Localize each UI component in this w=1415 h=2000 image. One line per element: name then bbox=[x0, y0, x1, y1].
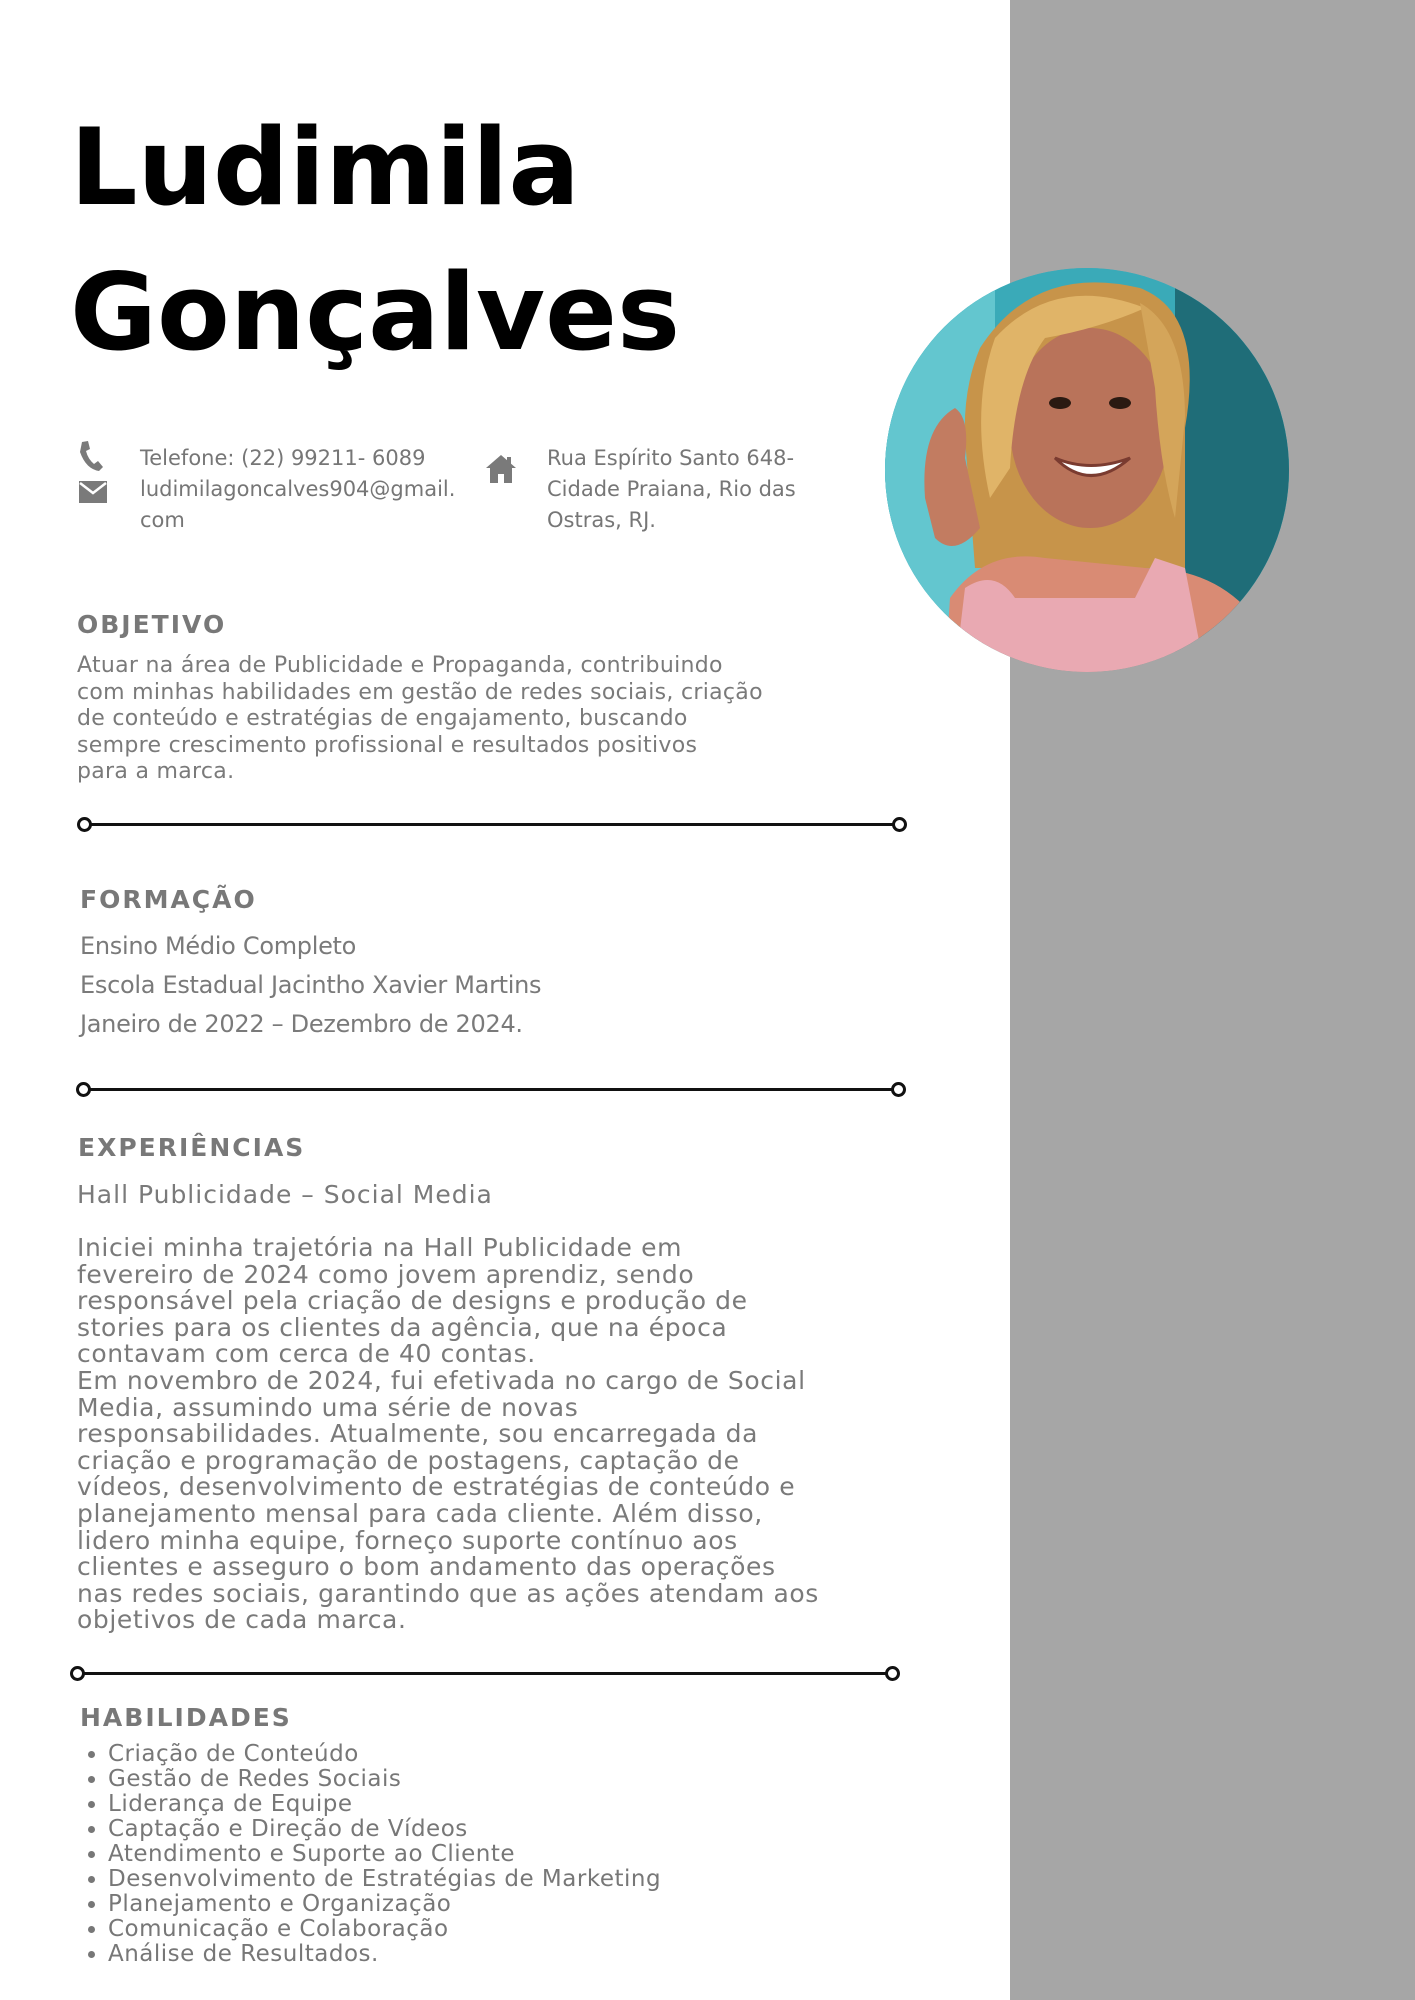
experiencia-line: Media, assumindo uma série de novas bbox=[77, 1392, 579, 1422]
skill-item: • Liderança de Equipe bbox=[108, 1792, 661, 1817]
address-line1: Rua Espírito Santo 648- bbox=[547, 446, 795, 470]
objetivo-line: sempre crescimento profissional e resultados positivos bbox=[77, 732, 698, 758]
phone-icon bbox=[78, 440, 104, 472]
job-title: Hall Publicidade – Social Media bbox=[77, 1180, 493, 1209]
skill-item: • Criação de Conteúdo bbox=[108, 1742, 661, 1767]
address-line3: Ostras, RJ. bbox=[547, 508, 656, 532]
formacao-text bbox=[80, 927, 541, 1044]
experiencia-line: responsável pela criação de designs e produção de bbox=[77, 1286, 748, 1316]
objetivo-text bbox=[77, 653, 763, 786]
experiencia-line: criação e programação de postagens, captação de bbox=[77, 1445, 740, 1475]
experiencia-line: nas redes sociais, garantindo que as ações atendam aos bbox=[77, 1578, 819, 1608]
profile-photo-illustration bbox=[885, 268, 1289, 672]
home-icon bbox=[485, 453, 517, 485]
experiencias-text bbox=[77, 1235, 819, 1634]
skill-item: • Planejamento e Organização bbox=[108, 1892, 661, 1917]
email-icon bbox=[79, 481, 107, 503]
objetivo-line: para a marca. bbox=[77, 759, 235, 785]
phone-text: Telefone: (22) 99211- 6089 bbox=[140, 446, 426, 470]
experiencias-heading: EXPERIÊNCIAS bbox=[78, 1133, 306, 1162]
address-line2: Cidade Praiana, Rio das bbox=[547, 477, 796, 501]
objetivo-line: de conteúdo e estratégias de engajamento, buscando bbox=[77, 706, 688, 732]
experiencia-line: vídeos, desenvolvimento de estratégias de conteúdo e bbox=[77, 1472, 796, 1502]
formacao-line: Ensino Médio Completo bbox=[80, 932, 357, 960]
experiencia-line: responsabilidades. Atualmente, sou encarregada da bbox=[77, 1419, 759, 1449]
formacao-line: Janeiro de 2022 – Dezembro de 2024. bbox=[80, 1010, 523, 1038]
last-name: Gonçalves bbox=[70, 251, 681, 374]
skill-item: • Comunicação e Colaboração bbox=[108, 1917, 661, 1942]
email-text-line1: ludimilagoncalves904@gmail. bbox=[140, 477, 456, 501]
experiencia-line: lidero minha equipe, forneço suporte contínuo aos bbox=[77, 1525, 738, 1555]
skills-list bbox=[80, 1742, 661, 1967]
skill-item: • Gestão de Redes Sociais bbox=[108, 1767, 661, 1792]
section-divider bbox=[70, 1665, 900, 1681]
objetivo-line: com minhas habilidades em gestão de redes sociais, criação bbox=[77, 679, 763, 705]
skill-item: • Atendimento e Suporte ao Cliente bbox=[108, 1842, 661, 1867]
address bbox=[547, 443, 796, 536]
section-divider bbox=[76, 1081, 906, 1097]
formacao-heading: FORMAÇÃO bbox=[80, 885, 257, 914]
experiencia-line: Em novembro de 2024, fui efetivada no cargo de Social bbox=[77, 1365, 806, 1395]
profile-photo bbox=[885, 268, 1289, 672]
objetivo-heading: OBJETIVO bbox=[77, 610, 227, 639]
first-name: Ludimila bbox=[70, 106, 580, 229]
section-divider bbox=[77, 816, 907, 832]
contact-details bbox=[140, 443, 455, 536]
experiencia-line: Iniciei minha trajetória na Hall Publicidade em bbox=[77, 1233, 683, 1262]
experiencia-line: contavam com cerca de 40 contas. bbox=[77, 1339, 536, 1369]
experiencia-line: fevereiro de 2024 como jovem aprendiz, sendo bbox=[77, 1259, 695, 1289]
email-text-line2: com bbox=[140, 508, 185, 532]
experiencia-line: clientes e asseguro o bom andamento das operações bbox=[77, 1552, 776, 1582]
experiencia-line: stories para os clientes da agência, que na época bbox=[77, 1312, 728, 1342]
experiencia-line: objetivos de cada marca. bbox=[77, 1605, 407, 1635]
skill-item: • Captação e Direção de Vídeos bbox=[108, 1817, 661, 1842]
formacao-line: Escola Estadual Jacintho Xavier Martins bbox=[80, 971, 542, 999]
habilidades-heading: HABILIDADES bbox=[80, 1703, 292, 1732]
experiencia-line: planejamento mensal para cada cliente. Além disso, bbox=[77, 1498, 763, 1528]
skill-item: • Desenvolvimento de Estratégias de Marketing bbox=[108, 1867, 661, 1892]
objetivo-line: Atuar na área de Publicidade e Propaganda, contribuindo bbox=[77, 653, 723, 678]
skill-item: • Análise de Resultados. bbox=[108, 1942, 661, 1967]
